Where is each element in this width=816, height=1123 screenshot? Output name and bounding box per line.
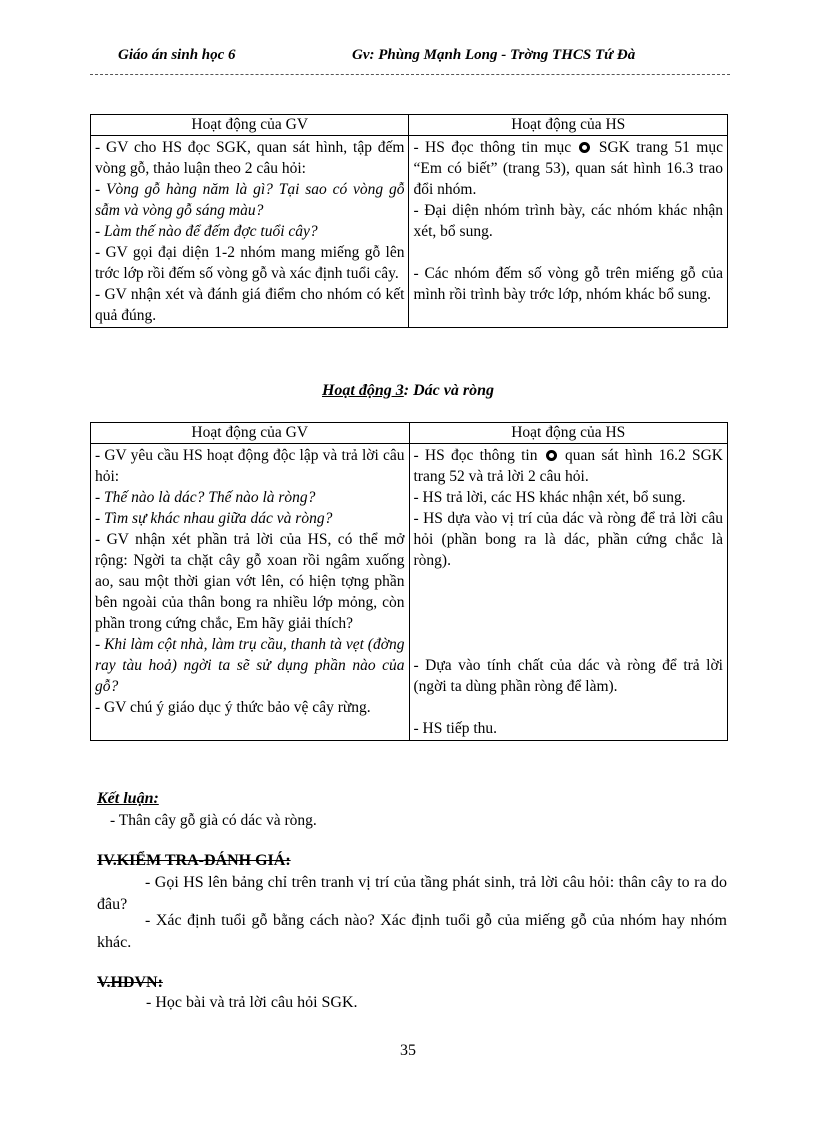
circle-bullet-icon: [546, 450, 557, 461]
section-heading-activity-3: [0, 382, 816, 400]
header-teacher-school: Gv: Phùng Mạnh Long - Trờng THCS Tứ Đà: [352, 47, 636, 63]
hs-item: [413, 137, 723, 200]
header-subject: Giáo án sinh học 6: [118, 47, 236, 63]
section-heading-homework: V.HDVN:: [97, 974, 163, 991]
hs-item: - HS dựa vào vị trí của dác và ròng để trả lời câu hỏi (phần bong ra là dác, phần cứng chắc là ròng).: [413, 510, 723, 569]
page-header: [90, 44, 730, 68]
header-divider: [90, 74, 730, 75]
hs-cell: [409, 136, 728, 328]
section-heading-prefix: Hoạt động 3: [321, 382, 404, 399]
assessment-paragraph: - Gọi HS lên bảng chỉ trên tranh vị trí của tầng phát sinh, trả lời câu hỏi: thân cây to ra do đâu?: [97, 874, 727, 913]
gv-item: - GV cho HS đọc SGK, quan sát hình, tập đếm vòng gỗ, thảo luận theo 2 câu hỏi:: [95, 139, 405, 177]
conclusion-heading: Kết luận:: [97, 790, 159, 807]
col-header-hs: Hoạt động của HS: [409, 423, 728, 444]
section-heading-title: : Dác và ròng: [403, 382, 494, 399]
activity-table-1: [90, 114, 728, 328]
table-row: [91, 444, 728, 741]
gv-cell: [91, 444, 410, 741]
hs-item-text: SGK trang 51 mục “Em có biết” (trang 53), quan sát hình 16.3 trao đổi nhóm.: [413, 139, 723, 198]
hs-item-text: quan sát hình 16.2 SGK trang 52 và trả lời 2 câu hỏi.: [413, 447, 724, 485]
homework-text: - Học bài và trả lời câu hỏi SGK.: [146, 994, 358, 1011]
hs-item: - Đại diện nhóm trình bày, các nhóm khác nhận xét, bổ sung.: [413, 202, 723, 240]
gv-item: - GV gọi đại diện 1-2 nhóm mang miếng gỗ lên trớc lớp rồi đếm số vòng gỗ và xác định tuổi cây.: [95, 244, 405, 282]
hs-item: - HS trả lời, các HS khác nhận xét, bổ sung.: [413, 489, 686, 506]
table-header-row: [91, 423, 728, 444]
hs-item: [414, 445, 724, 487]
gv-question: - Tìm sự khác nhau giữa dác và ròng?: [95, 510, 333, 527]
gv-item: - GV yêu cầu HS hoạt động độc lập và trả lời câu hỏi:: [95, 447, 405, 485]
gv-question: - Khi làm cột nhà, làm trụ cầu, thanh tà vẹt (đờng ray tàu hoả) ngời ta sẽ sử dụng phần nào của gỗ?: [95, 636, 405, 695]
gv-item: - GV nhận xét phần trả lời của HS, có thể mở rộng: Ngời ta chặt cây gỗ xoan rồi ngâm xuống ao, sau một thời gian vớt lên, có hiện tợng phần bên ngoài của thân bong ra nhiều lớp mỏng, còn phần trong cứng chắc, Em hãy giải thích?: [95, 531, 405, 632]
hs-item: - Các nhóm đếm số vòng gỗ trên miếng gỗ của mình rồi trình bày trớc lớp, nhóm khác bổ sung.: [413, 265, 723, 303]
hs-item-text: - HS đọc thông tin mục: [413, 139, 572, 156]
hs-item: - HS tiếp thu.: [413, 720, 498, 737]
col-header-gv: Hoạt động của GV: [91, 115, 409, 136]
conclusion-text: - Thân cây gỗ già có dác và ròng.: [110, 812, 317, 829]
gv-item: - GV chú ý giáo dục ý thức bảo vệ cây rừng.: [95, 699, 371, 716]
circle-bullet-icon: [579, 142, 590, 153]
col-header-gv: Hoạt động của GV: [91, 423, 410, 444]
section-heading-assessment: IV.KIỂM TRA-ĐÁNH GIÁ:: [97, 852, 291, 869]
hs-item-text: - HS đọc thông tin: [413, 447, 538, 464]
hs-item: - Dựa vào tính chất của dác và ròng để trả lời (ngời ta dùng phần ròng để làm).: [413, 657, 723, 695]
page-number: 35: [400, 1042, 416, 1059]
activity-table-2: [90, 422, 728, 741]
table-row: [91, 136, 728, 328]
gv-cell: [91, 136, 409, 328]
gv-item: - GV nhận xét và đánh giá điểm cho nhóm có kết quả đúng.: [95, 286, 405, 324]
gv-question: - Thế nào là dác? Thế nào là ròng?: [95, 489, 316, 506]
hs-cell: [409, 444, 728, 741]
assessment-paragraph: - Xác định tuổi gỗ bằng cách nào? Xác định tuổi gỗ của miếng gỗ của nhóm hay nhóm khác.: [97, 912, 727, 951]
gv-question: - Làm thế nào để đếm đợc tuổi cây?: [95, 223, 318, 240]
table-header-row: [91, 115, 728, 136]
col-header-hs: Hoạt động của HS: [409, 115, 728, 136]
gv-question: - Vòng gỗ hàng năm là gì? Tại sao có vòng gỗ sẫm và vòng gỗ sáng màu?: [95, 181, 405, 219]
